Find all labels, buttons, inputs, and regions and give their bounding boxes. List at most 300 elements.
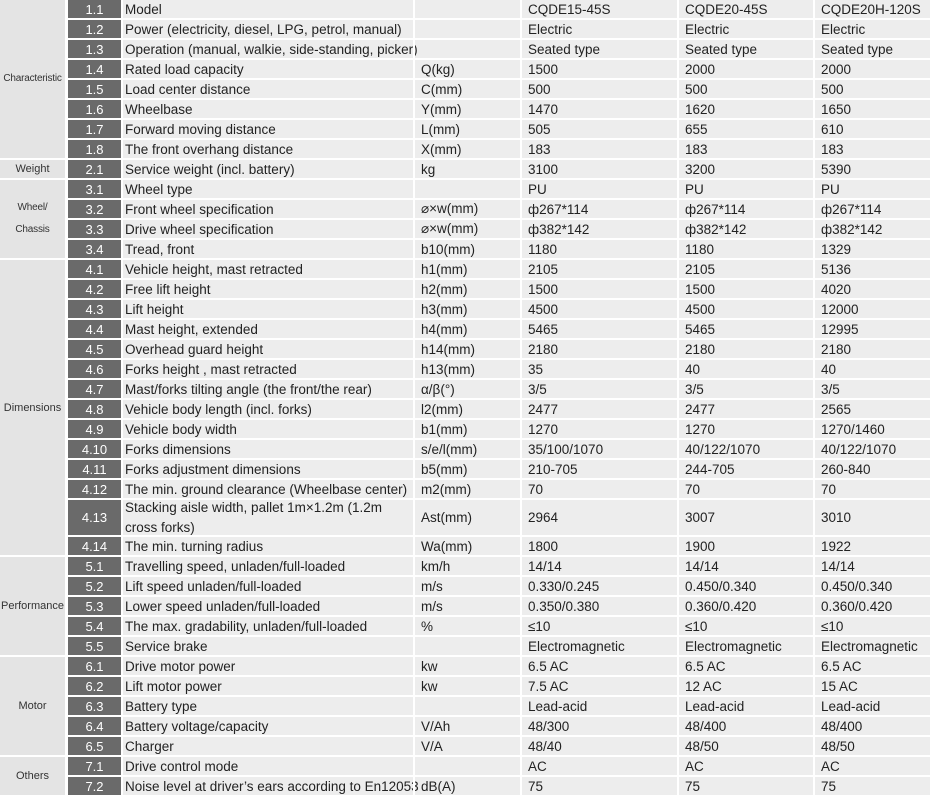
model-value-2: ≤10 [677, 617, 813, 635]
item-name: Wheelbase [125, 101, 193, 117]
model-value-1: CQDE15-45S [520, 0, 677, 18]
item-name: Rated load capacity [125, 61, 244, 77]
model-value-3: Seated type [813, 40, 930, 58]
row-cells [123, 300, 930, 320]
item-name: Forward moving distance [125, 121, 276, 137]
model-value-3: 14/14 [813, 557, 930, 575]
row-number: 6.3 [68, 697, 121, 717]
model-value-2: 48/400 [677, 717, 813, 735]
table-row [65, 220, 930, 240]
model-value-2: ф267*114 [677, 200, 813, 218]
row-number: 5.3 [68, 597, 121, 617]
item-name: Battery type [125, 698, 198, 714]
item-name: Mast height, extended [125, 321, 258, 337]
model-value-3: 0.360/0.420 [813, 597, 930, 615]
item-name: The min. turning radius [125, 538, 264, 554]
item-unit: α/β(°) [413, 380, 520, 398]
table-row [65, 657, 930, 677]
model-value-3: 183 [813, 140, 930, 158]
item-unit: Ast(mm) [413, 500, 520, 535]
model-value-3: 260-840 [813, 460, 930, 478]
model-value-2: 244-705 [677, 460, 813, 478]
table-row [65, 460, 930, 480]
row-number: 4.13 [68, 500, 121, 537]
category-label: Wheel/ Chassis [0, 180, 65, 260]
model-value-2: CQDE20-45S [677, 0, 813, 18]
model-value-1: 1470 [520, 100, 677, 118]
table-row [65, 777, 930, 797]
item-unit: b10(mm) [413, 240, 520, 258]
row-number: 5.5 [68, 637, 121, 657]
model-value-1: ф267*114 [520, 200, 677, 218]
model-value-3: AC [813, 757, 930, 775]
row-cells [123, 777, 930, 797]
row-cells [123, 280, 930, 300]
model-value-2: 2105 [677, 260, 813, 278]
item-unit: b5(mm) [413, 460, 520, 478]
item-unit: ⌀×w(mm) [413, 220, 520, 238]
row-number: 4.2 [68, 280, 121, 300]
model-value-2: ф382*142 [677, 220, 813, 238]
row-number: 1.7 [68, 120, 121, 140]
table-row [65, 40, 930, 60]
model-value-2: AC [677, 757, 813, 775]
row-cells [123, 360, 930, 380]
model-value-2: 40 [677, 360, 813, 378]
model-value-2: 12 AC [677, 677, 813, 695]
item-name: Charger [125, 738, 174, 754]
model-value-1: 1180 [520, 240, 677, 258]
row-cells [123, 220, 930, 240]
row-cells [123, 100, 930, 120]
item-unit: h13(mm) [413, 360, 520, 378]
model-value-2: 1620 [677, 100, 813, 118]
row-number: 1.5 [68, 80, 121, 100]
model-value-2: 4500 [677, 300, 813, 318]
model-value-3: ≤10 [813, 617, 930, 635]
item-name: Stacking aisle width, pallet 1m×1.2m (1.2m cross forks) [125, 499, 382, 535]
model-value-3: 12000 [813, 300, 930, 318]
category-label: Weight [0, 160, 65, 180]
row-cells [123, 757, 930, 777]
row-cells [123, 0, 930, 20]
item-unit: m2(mm) [413, 480, 520, 498]
table-row [65, 60, 930, 80]
item-unit: h3(mm) [413, 300, 520, 318]
model-value-3: 5136 [813, 260, 930, 278]
item-name: Lift height [125, 301, 184, 317]
item-name: Lift speed unladen/full-loaded [125, 578, 302, 594]
model-value-1: 75 [520, 777, 677, 795]
table-row [65, 240, 930, 260]
item-unit: dB(A) [413, 777, 520, 795]
model-value-3: 40 [813, 360, 930, 378]
model-value-1: Seated type [520, 40, 677, 58]
row-cells [123, 557, 930, 577]
table-row [65, 717, 930, 737]
item-name: Mast/forks tilting angle (the front/the rear) [125, 381, 372, 397]
item-unit: V/Ah [413, 717, 520, 735]
model-value-3: Electromagnetic [813, 637, 930, 655]
row-number: 1.2 [68, 20, 121, 40]
model-value-3: 15 AC [813, 677, 930, 695]
item-name: Tread, front [125, 241, 195, 257]
model-value-2: 40/122/1070 [677, 440, 813, 458]
model-value-3: 3/5 [813, 380, 930, 398]
row-cells [123, 120, 930, 140]
row-number: 4.3 [68, 300, 121, 320]
row-number: 4.4 [68, 320, 121, 340]
model-value-2: 1270 [677, 420, 813, 438]
table-row [65, 120, 930, 140]
row-cells [123, 440, 930, 460]
row-cells [123, 80, 930, 100]
item-name: Noise level at driver’s ears according to En12053 [125, 778, 419, 794]
model-value-1: 3/5 [520, 380, 677, 398]
model-value-2: 6.5 AC [677, 657, 813, 675]
item-name: The front overhang distance [125, 141, 294, 157]
table-row [65, 180, 930, 200]
row-number: 2.1 [68, 160, 121, 180]
model-value-1: Electromagnetic [520, 637, 677, 655]
item-unit: ⌀×w(mm) [413, 200, 520, 218]
table-row [65, 557, 930, 577]
item-name: Forks adjustment dimensions [125, 461, 301, 477]
model-value-2: 5465 [677, 320, 813, 338]
item-unit: Wa(mm) [413, 537, 520, 555]
row-number: 7.2 [68, 777, 121, 797]
table-row [65, 160, 930, 180]
item-unit: kg [413, 160, 520, 178]
category-label: Dimensions [0, 260, 65, 557]
model-value-2: 500 [677, 80, 813, 98]
model-value-1: 505 [520, 120, 677, 138]
category-label: Motor [0, 657, 65, 757]
model-value-3: 1650 [813, 100, 930, 118]
item-unit: h2(mm) [413, 280, 520, 298]
item-unit [413, 697, 520, 715]
row-number: 3.2 [68, 200, 121, 220]
model-value-3: 70 [813, 480, 930, 498]
model-value-1: 5465 [520, 320, 677, 338]
row-number: 1.6 [68, 100, 121, 120]
table-row [65, 300, 930, 320]
model-value-3: Electric [813, 20, 930, 38]
table-row [65, 200, 930, 220]
row-cells [123, 617, 930, 637]
model-value-2: 655 [677, 120, 813, 138]
model-value-2: 0.450/0.340 [677, 577, 813, 595]
row-cells [123, 20, 930, 40]
model-value-1: Electric [520, 20, 677, 38]
row-cells [123, 380, 930, 400]
model-value-1: AC [520, 757, 677, 775]
row-number: 6.4 [68, 717, 121, 737]
item-name: Lower speed unladen/full-loaded [125, 598, 321, 614]
model-value-1: 35/100/1070 [520, 440, 677, 458]
item-name: Free lift height [125, 281, 211, 297]
row-cells [123, 340, 930, 360]
model-value-3: 5390 [813, 160, 930, 178]
table-row [65, 0, 930, 20]
model-value-3: 12995 [813, 320, 930, 338]
model-value-1: 70 [520, 480, 677, 498]
table-row [65, 360, 930, 380]
category-label: Others [0, 757, 65, 797]
item-name: Load center distance [125, 81, 251, 97]
row-number: 3.1 [68, 180, 121, 200]
model-value-1: 500 [520, 80, 677, 98]
model-value-2: 0.360/0.420 [677, 597, 813, 615]
item-unit: l2(mm) [413, 400, 520, 418]
item-name: Vehicle body length (incl. forks) [125, 401, 312, 417]
item-unit: m/s [413, 597, 520, 615]
model-value-1: 1270 [520, 420, 677, 438]
item-name: Drive motor power [125, 658, 236, 674]
table-row [65, 260, 930, 280]
item-name: Drive control mode [125, 758, 239, 774]
row-cells [123, 260, 930, 280]
item-unit [413, 180, 520, 198]
item-unit: L(mm) [413, 120, 520, 138]
model-value-3: 75 [813, 777, 930, 795]
item-unit: h14(mm) [413, 340, 520, 358]
row-number: 1.4 [68, 60, 121, 80]
model-value-3: 1270/1460 [813, 420, 930, 438]
category-label: Performance [0, 557, 65, 657]
model-value-1: 2964 [520, 500, 677, 535]
table-row [65, 617, 930, 637]
model-value-1: 6.5 AC [520, 657, 677, 675]
item-unit: s/e/l(mm) [413, 440, 520, 458]
model-value-3: 1329 [813, 240, 930, 258]
model-value-3: 2565 [813, 400, 930, 418]
model-value-1: 35 [520, 360, 677, 378]
table-row [65, 20, 930, 40]
item-name: Wheel type [125, 181, 193, 197]
model-value-1: 3100 [520, 160, 677, 178]
row-cells [123, 180, 930, 200]
model-value-1: 2105 [520, 260, 677, 278]
model-value-1: 14/14 [520, 557, 677, 575]
item-name: Lift motor power [125, 678, 222, 694]
item-unit [413, 0, 520, 18]
item-name: Battery voltage/capacity [125, 718, 269, 734]
row-number: 5.4 [68, 617, 121, 637]
row-number: 6.1 [68, 657, 121, 677]
item-name: Operation (manual, walkie, side-standing, picker) [125, 41, 418, 57]
item-name: Travelling speed, unladen/full-loaded [125, 558, 346, 574]
item-name: Drive wheel specification [125, 221, 274, 237]
model-value-2: 48/50 [677, 737, 813, 755]
row-cells [123, 537, 930, 557]
model-value-2: 2180 [677, 340, 813, 358]
item-unit: Q(kg) [413, 60, 520, 78]
table-row [65, 577, 930, 597]
model-value-2: 70 [677, 480, 813, 498]
table-row [65, 400, 930, 420]
row-cells [123, 320, 930, 340]
row-cells [123, 60, 930, 80]
model-value-3: 4020 [813, 280, 930, 298]
model-value-3: Lead-acid [813, 697, 930, 715]
model-value-2: 3007 [677, 500, 813, 535]
model-value-3: ф382*142 [813, 220, 930, 238]
model-value-2: 1500 [677, 280, 813, 298]
item-name: Service brake [125, 638, 208, 654]
row-number: 5.2 [68, 577, 121, 597]
row-cells [123, 500, 930, 537]
row-number: 4.14 [68, 537, 121, 557]
row-cells [123, 460, 930, 480]
item-unit: C(mm) [413, 80, 520, 98]
category-label: Characteristic [0, 0, 65, 160]
model-value-3: 40/122/1070 [813, 440, 930, 458]
item-unit: m/s [413, 577, 520, 595]
model-value-3: 2180 [813, 340, 930, 358]
table-row [65, 500, 930, 537]
row-number: 1.3 [68, 40, 121, 60]
model-value-2: Lead-acid [677, 697, 813, 715]
model-value-3: 6.5 AC [813, 657, 930, 675]
model-value-3: CQDE20H-120S [813, 0, 930, 18]
model-value-3: 610 [813, 120, 930, 138]
model-value-3: 48/50 [813, 737, 930, 755]
row-number: 4.8 [68, 400, 121, 420]
model-value-2: Electric [677, 20, 813, 38]
row-number: 3.3 [68, 220, 121, 240]
item-name: Service weight (incl. battery) [125, 161, 295, 177]
item-name: Vehicle body width [125, 421, 237, 437]
row-number: 1.1 [68, 0, 121, 20]
row-number: 4.5 [68, 340, 121, 360]
model-value-1: ≤10 [520, 617, 677, 635]
row-number: 4.11 [68, 460, 121, 480]
row-cells [123, 717, 930, 737]
model-value-2: 75 [677, 777, 813, 795]
row-cells [123, 160, 930, 180]
row-number: 4.1 [68, 260, 121, 280]
table-row [65, 340, 930, 360]
table-row [65, 420, 930, 440]
item-unit: Y(mm) [413, 100, 520, 118]
model-value-1: 1800 [520, 537, 677, 555]
item-unit: h1(mm) [413, 260, 520, 278]
row-number: 6.5 [68, 737, 121, 757]
model-value-1: ф382*142 [520, 220, 677, 238]
table-row [65, 697, 930, 717]
row-cells [123, 737, 930, 757]
model-value-1: PU [520, 180, 677, 198]
row-number: 7.1 [68, 757, 121, 777]
model-value-1: Lead-acid [520, 697, 677, 715]
model-value-3: 48/400 [813, 717, 930, 735]
model-value-3: ф267*114 [813, 200, 930, 218]
model-value-2: 14/14 [677, 557, 813, 575]
row-cells [123, 200, 930, 220]
table-row [65, 100, 930, 120]
row-number: 6.2 [68, 677, 121, 697]
row-cells [123, 240, 930, 260]
table-row [65, 637, 930, 657]
model-value-2: Seated type [677, 40, 813, 58]
item-unit: X(mm) [413, 140, 520, 158]
model-value-3: PU [813, 180, 930, 198]
item-name: Model [125, 1, 162, 17]
table-row [65, 440, 930, 460]
table-row [65, 380, 930, 400]
row-number: 1.8 [68, 140, 121, 160]
model-value-2: 1180 [677, 240, 813, 258]
model-value-2: PU [677, 180, 813, 198]
row-cells [123, 40, 930, 60]
row-number: 3.4 [68, 240, 121, 260]
row-number: 4.10 [68, 440, 121, 460]
row-number: 4.7 [68, 380, 121, 400]
item-name: Forks height , mast retracted [125, 361, 297, 377]
row-cells [123, 697, 930, 717]
item-name: Front wheel specification [125, 201, 274, 217]
row-cells [123, 420, 930, 440]
model-value-1: 210-705 [520, 460, 677, 478]
model-value-1: 1500 [520, 60, 677, 78]
row-number: 4.12 [68, 480, 121, 500]
row-number: 4.6 [68, 360, 121, 380]
item-unit: h4(mm) [413, 320, 520, 338]
model-value-1: 2477 [520, 400, 677, 418]
model-value-1: 0.350/0.380 [520, 597, 677, 615]
model-value-2: 183 [677, 140, 813, 158]
model-value-3: 0.450/0.340 [813, 577, 930, 595]
model-value-1: 0.330/0.245 [520, 577, 677, 595]
table-row [65, 280, 930, 300]
table-row [65, 80, 930, 100]
row-cells [123, 677, 930, 697]
table-row [65, 320, 930, 340]
item-unit: km/h [413, 557, 520, 575]
model-value-2: 1900 [677, 537, 813, 555]
model-value-1: 183 [520, 140, 677, 158]
model-value-3: 2000 [813, 60, 930, 78]
model-value-2: 3200 [677, 160, 813, 178]
table-row [65, 597, 930, 617]
model-value-2: 2000 [677, 60, 813, 78]
item-unit: kw [413, 677, 520, 695]
model-value-3: 1922 [813, 537, 930, 555]
item-unit: % [413, 617, 520, 635]
row-cells [123, 597, 930, 617]
item-name: Power (electricity, diesel, LPG, petrol, manual) [125, 21, 402, 37]
model-value-1: 2180 [520, 340, 677, 358]
item-name: Forks dimensions [125, 441, 231, 457]
model-value-1: 48/40 [520, 737, 677, 755]
model-value-1: 4500 [520, 300, 677, 318]
item-name: Vehicle height, mast retracted [125, 261, 303, 277]
table-row [65, 677, 930, 697]
row-cells [123, 577, 930, 597]
row-cells [123, 657, 930, 677]
row-cells [123, 400, 930, 420]
row-number: 5.1 [68, 557, 121, 577]
item-unit [413, 20, 520, 38]
item-unit: b1(mm) [413, 420, 520, 438]
model-value-3: 500 [813, 80, 930, 98]
item-unit [413, 40, 520, 58]
model-value-1: 7.5 AC [520, 677, 677, 695]
model-value-2: Electromagnetic [677, 637, 813, 655]
item-name: The min. ground clearance (Wheelbase center) [125, 481, 408, 497]
model-value-1: 48/300 [520, 717, 677, 735]
